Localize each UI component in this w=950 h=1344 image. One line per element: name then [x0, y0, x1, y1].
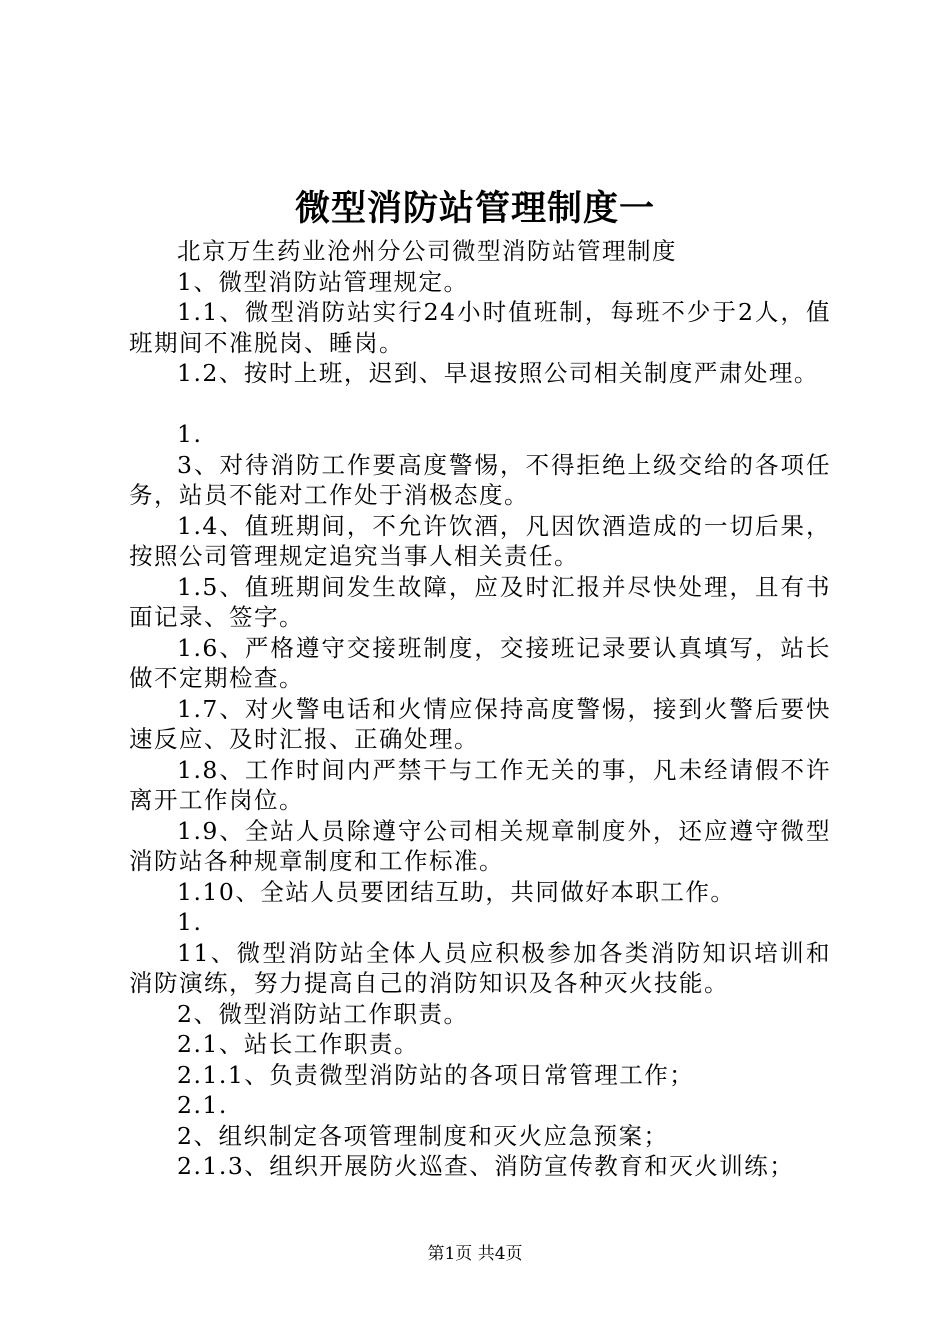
paragraph-section-1: 1、微型消防站管理规定。: [177, 267, 469, 296]
document-body: [129, 236, 831, 1182]
paragraph-2-1-3: 2.1.3、组织开展防火巡查、消防宣传教育和灭火训练；: [177, 1152, 795, 1180]
paragraph-1-5: 1.5、值班期间发生故障，应及时汇报并尽快处理，且有书面记录、签字。: [129, 572, 831, 631]
paragraph-1-2: 1.2、按时上班，迟到、早退按照公司相关制度严肃处理。: [177, 359, 819, 387]
paragraph-1-11: 11、微型消防站全体人员应积极参加各类消防知识培训和消防演练，努力提高自己的消防知识及各种灭火技能。: [129, 938, 831, 997]
paragraph-1-3-number: 1.: [177, 420, 203, 448]
paragraph-2-1: 2.1、站长工作职责。: [177, 1030, 419, 1058]
paragraph-1-4: 1.4、值班期间，不允许饮酒，凡因饮酒造成的一切后果，按照公司管理规定追究当事人相关责任。: [129, 511, 831, 570]
paragraph-1-8: 1.8、工作时间内严禁干与工作无关的事，凡未经请假不许离开工作岗位。: [129, 755, 831, 814]
paragraph-1-10: 1.10、全站人员要团结互助，共同做好本职工作。: [177, 877, 736, 906]
paragraph-1-1: 1.1、微型消防站实行24小时值班制，每班不少于2人，值班期间不准脱岗、睡岗。: [129, 298, 831, 357]
paragraph-1-7: 1.7、对火警电话和火情应保持高度警惕，接到火警后要快速反应、及时汇报、正确处理。: [129, 694, 831, 753]
page-footer: 第1页 共4页: [427, 1244, 523, 1264]
paragraph-2-1-2: 2、组织制定各项管理制度和灭火应急预案；: [177, 1121, 669, 1150]
paragraph-1-11-number: 1.: [177, 908, 203, 936]
paragraph-1-3: 3、对待消防工作要高度警惕，不得拒绝上级交给的各项任务，站员不能对工作处于消极态度。: [129, 450, 831, 509]
paragraph-section-2: 2、微型消防站工作职责。: [177, 999, 469, 1028]
document-title: 微型消防站管理制度一: [294, 188, 655, 229]
paragraph-2-1-1: 2.1.1、负责微型消防站的各项日常管理工作；: [177, 1060, 695, 1089]
paragraph-2-1-2-number: 2.1.: [177, 1091, 228, 1119]
paragraph-company-heading: 北京万生药业沧州分公司微型消防站管理制度: [177, 237, 677, 265]
paragraph-1-6: 1.6、严格遵守交接班制度，交接班记录要认真填写，站长做不定期检查。: [129, 633, 831, 692]
paragraph-1-9: 1.9、全站人员除遵守公司相关规章制度外，还应遵守微型消防站各种规章制度和工作标准。: [129, 816, 831, 875]
